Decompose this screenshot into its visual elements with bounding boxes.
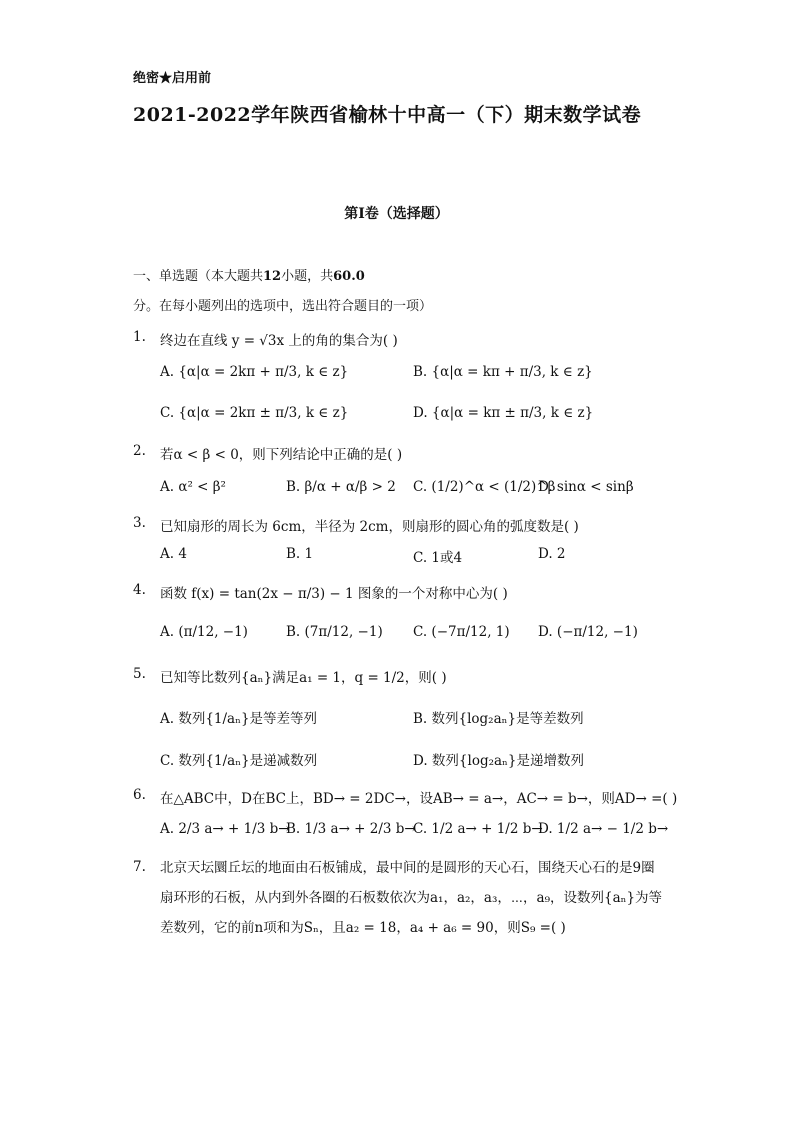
question-number: 6. bbox=[133, 787, 146, 803]
question-stem: 终边在直线 y = √3x 上的角的集合为( ) bbox=[160, 333, 398, 349]
option-d: D. {α|α = kπ ± π/3, k ∈ z} bbox=[413, 405, 594, 421]
option-b: B. 1 bbox=[286, 546, 314, 562]
option-d: D. 2 bbox=[538, 546, 566, 562]
option-b: B. β/α + α/β > 2 bbox=[286, 479, 396, 495]
option-b: B. (7π/12, −1) bbox=[286, 624, 383, 640]
option-c: C. (−7π/12, 1) bbox=[413, 624, 510, 640]
question-number: 7. bbox=[133, 859, 146, 875]
section-intro-suffix: 分。在每小题列出的选项中，选出符合题目的一项） bbox=[133, 299, 433, 314]
question-number: 2. bbox=[133, 443, 146, 459]
question-stem: 已知扇形的周长为 6cm，半径为 2cm，则扇形的圆心角的弧度数是( ) bbox=[160, 519, 579, 535]
option-a: A. 数列{1/aₙ}是等差等列 bbox=[160, 711, 318, 727]
question-count: 12 bbox=[263, 269, 282, 284]
option-c: C. 数列{1/aₙ}是递减数列 bbox=[160, 753, 318, 769]
option-c: C. 1或4 bbox=[413, 550, 463, 566]
question-number: 3. bbox=[133, 515, 146, 531]
option-b: B. 数列{log₂aₙ}是等差数列 bbox=[413, 711, 584, 727]
option-d: D. 1/2 a→ − 1/2 b→ bbox=[538, 821, 669, 837]
option-a: A. 2/3 a→ + 1/3 b→ bbox=[160, 821, 290, 837]
option-a: A. (π/12, −1) bbox=[160, 624, 248, 640]
question-stem: 若α < β < 0，则下列结论中正确的是( ) bbox=[160, 447, 403, 463]
question-stem: 已知等比数列{aₙ}满足a₁ = 1，q = 1/2，则( ) bbox=[160, 670, 447, 686]
option-d: D. 数列{log₂aₙ}是递增数列 bbox=[413, 753, 584, 769]
option-a: A. α² < β² bbox=[160, 479, 226, 495]
question-number: 1. bbox=[133, 329, 146, 345]
option-b: B. 1/3 a→ + 2/3 b→ bbox=[286, 821, 416, 837]
part-heading: 第Ⅰ卷（选择题） bbox=[344, 206, 449, 222]
section-instructions bbox=[133, 262, 663, 322]
question-stem: 北京天坛圜丘坛的地面由石板铺成，最中间的是圆形的天心石，围绕天心石的是9圈扇环形的石板，从内到外各圈的石板数依次为a₁，a₂，a₃，⋯，a₉，设数列{aₙ}为等差数列，它的前n项和为Sₙ，且a₂ = 18，a₄ + a₆ = 90，则S₉ =( ) bbox=[160, 860, 663, 936]
confidential-label: 绝密★启用前 bbox=[133, 71, 212, 86]
question-number: 4. bbox=[133, 582, 146, 598]
section-intro-prefix: 一、单选题（本大题共 bbox=[133, 269, 264, 284]
option-d: D. sinα < sinβ bbox=[538, 479, 634, 495]
option-a: A. {α|α = 2kπ + π/3, k ∈ z} bbox=[160, 364, 349, 380]
total-points: 60.0 bbox=[333, 269, 365, 284]
question-stem: 在△ABC中，D在BC上，BD→ = 2DC→，设AB→ = a→，AC→ = b→，则AD→ =( ) bbox=[160, 791, 678, 807]
option-a: A. 4 bbox=[160, 546, 187, 562]
section-intro-mid: 小题，共 bbox=[281, 269, 334, 284]
question-number: 5. bbox=[133, 666, 146, 682]
question-stem: 函数 f(x) = tan(2x − π/3) − 1 图象的一个对称中心为( ) bbox=[160, 586, 508, 602]
exam-title: 2021-2022学年陕西省榆林十中高一（下）期末数学试卷 bbox=[133, 104, 642, 126]
option-b: B. {α|α = kπ + π/3, k ∈ z} bbox=[413, 364, 593, 380]
option-c: C. (1/2)^α < (1/2)^β bbox=[413, 479, 556, 495]
option-c: C. 1/2 a→ + 1/2 b→ bbox=[413, 821, 543, 837]
option-c: C. {α|α = 2kπ ± π/3, k ∈ z} bbox=[160, 405, 349, 421]
option-d: D. (−π/12, −1) bbox=[538, 624, 638, 640]
